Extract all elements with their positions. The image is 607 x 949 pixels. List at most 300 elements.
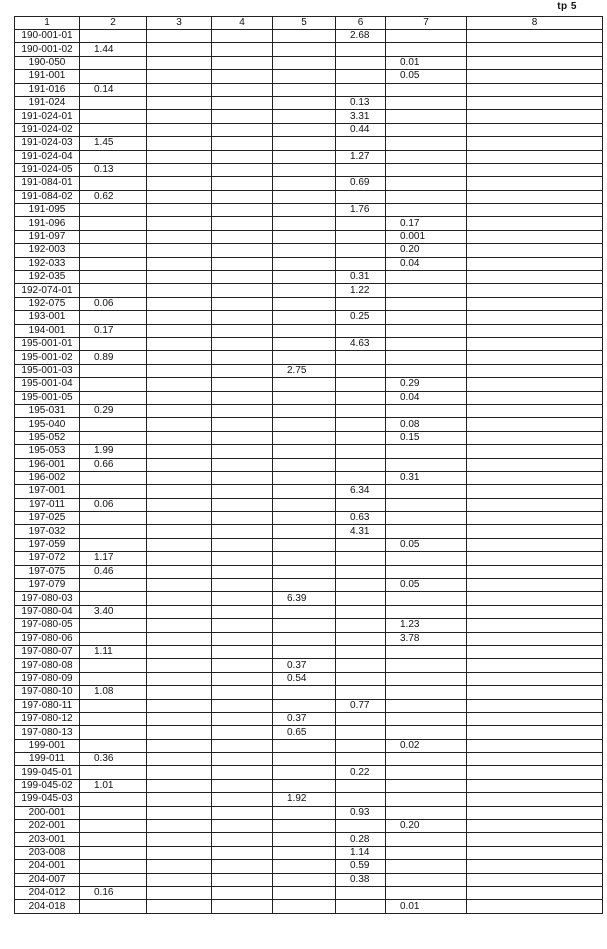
value-cell-col-7: 0.01 — [386, 56, 467, 69]
value-cell-col-7 — [386, 672, 467, 685]
value-cell-col-7 — [386, 324, 467, 337]
row-code-cell: 197-079 — [15, 579, 80, 592]
row-code-cell: 200-001 — [15, 806, 80, 819]
value-cell-col-3 — [147, 632, 212, 645]
value-cell-col-7 — [386, 873, 467, 886]
value-cell-col-5 — [273, 565, 336, 578]
value-cell-col-7 — [386, 793, 467, 806]
value-cell-col-7 — [386, 123, 467, 136]
table-row — [15, 284, 603, 297]
value-cell-col-6: 1.22 — [336, 284, 386, 297]
value-cell-col-2: 0.06 — [80, 498, 147, 511]
value-cell-col-4 — [212, 391, 273, 404]
value-cell-col-2 — [80, 538, 147, 551]
value-cell-col-2: 0.16 — [80, 887, 147, 900]
value-cell-col-6 — [336, 659, 386, 672]
row-code-cell: 191-095 — [15, 204, 80, 217]
value-cell-col-6: 0.13 — [336, 96, 386, 109]
value-cell-col-4 — [212, 190, 273, 203]
table-row — [15, 83, 603, 96]
row-code-cell: 191-001 — [15, 70, 80, 83]
value-cell-col-4 — [212, 337, 273, 350]
value-cell-col-5 — [273, 324, 336, 337]
table-row — [15, 30, 603, 43]
value-cell-col-4 — [212, 779, 273, 792]
row-code-cell: 197-080-12 — [15, 712, 80, 725]
value-cell-col-4 — [212, 297, 273, 310]
row-code-cell: 195-052 — [15, 431, 80, 444]
value-cell-col-6 — [336, 458, 386, 471]
value-cell-col-2 — [80, 900, 147, 913]
value-cell-col-3 — [147, 378, 212, 391]
value-cell-col-8 — [467, 498, 603, 511]
value-cell-col-6 — [336, 645, 386, 658]
value-cell-col-6: 0.28 — [336, 833, 386, 846]
value-cell-col-4 — [212, 645, 273, 658]
table-row — [15, 846, 603, 859]
value-cell-col-6 — [336, 887, 386, 900]
value-cell-col-6 — [336, 793, 386, 806]
row-code-cell: 190-001-02 — [15, 43, 80, 56]
value-cell-col-3 — [147, 150, 212, 163]
column-header: 7 — [386, 17, 467, 30]
row-code-cell: 204-012 — [15, 887, 80, 900]
value-cell-col-8 — [467, 351, 603, 364]
value-cell-col-5 — [273, 271, 336, 284]
value-cell-col-3 — [147, 846, 212, 859]
table-row — [15, 137, 603, 150]
column-header: 4 — [212, 17, 273, 30]
table-row — [15, 605, 603, 618]
value-cell-col-7: 0.05 — [386, 70, 467, 83]
value-cell-col-4 — [212, 605, 273, 618]
value-cell-col-6 — [336, 672, 386, 685]
value-cell-col-5 — [273, 699, 336, 712]
value-cell-col-8 — [467, 820, 603, 833]
value-cell-col-5: 0.65 — [273, 726, 336, 739]
value-cell-col-3 — [147, 619, 212, 632]
value-cell-col-3 — [147, 753, 212, 766]
table-row — [15, 204, 603, 217]
value-cell-col-5: 6.39 — [273, 592, 336, 605]
value-cell-col-5 — [273, 297, 336, 310]
table-row — [15, 230, 603, 243]
value-cell-col-5 — [273, 96, 336, 109]
value-cell-col-6: 1.27 — [336, 150, 386, 163]
value-cell-col-6: 3.31 — [336, 110, 386, 123]
value-cell-col-7 — [386, 351, 467, 364]
table-row — [15, 311, 603, 324]
value-cell-col-4 — [212, 873, 273, 886]
value-cell-col-2 — [80, 150, 147, 163]
value-cell-col-7 — [386, 806, 467, 819]
value-cell-col-7 — [386, 592, 467, 605]
value-cell-col-4 — [212, 56, 273, 69]
row-code-cell: 197-032 — [15, 525, 80, 538]
value-cell-col-2: 3.40 — [80, 605, 147, 618]
value-cell-col-5 — [273, 190, 336, 203]
value-cell-col-5 — [273, 284, 336, 297]
value-cell-col-7 — [386, 137, 467, 150]
value-cell-col-6 — [336, 592, 386, 605]
value-cell-col-7: 0.17 — [386, 217, 467, 230]
table-row — [15, 887, 603, 900]
value-cell-col-4 — [212, 311, 273, 324]
value-cell-col-7 — [386, 659, 467, 672]
value-cell-col-7 — [386, 337, 467, 350]
row-code-cell: 199-045-03 — [15, 793, 80, 806]
value-cell-col-5: 0.54 — [273, 672, 336, 685]
value-cell-col-7 — [386, 458, 467, 471]
value-cell-col-7 — [386, 43, 467, 56]
value-cell-col-7 — [386, 364, 467, 377]
value-cell-col-7 — [386, 163, 467, 176]
value-cell-col-5 — [273, 230, 336, 243]
value-cell-col-2 — [80, 579, 147, 592]
value-cell-col-8 — [467, 83, 603, 96]
value-cell-col-8 — [467, 43, 603, 56]
value-cell-col-8 — [467, 56, 603, 69]
value-cell-col-7: 0.08 — [386, 418, 467, 431]
value-cell-col-3 — [147, 391, 212, 404]
value-cell-col-5 — [273, 605, 336, 618]
table-row — [15, 324, 603, 337]
value-cell-col-6 — [336, 43, 386, 56]
value-cell-col-7 — [386, 686, 467, 699]
value-cell-col-2 — [80, 364, 147, 377]
value-cell-col-6: 0.77 — [336, 699, 386, 712]
table-row — [15, 445, 603, 458]
table-row — [15, 190, 603, 203]
value-cell-col-2 — [80, 378, 147, 391]
table-row — [15, 793, 603, 806]
value-cell-col-7 — [386, 150, 467, 163]
value-cell-col-8 — [467, 565, 603, 578]
value-cell-col-8 — [467, 753, 603, 766]
value-cell-col-5 — [273, 137, 336, 150]
value-cell-col-6 — [336, 565, 386, 578]
value-cell-col-5 — [273, 485, 336, 498]
table-row — [15, 873, 603, 886]
row-code-cell: 197-011 — [15, 498, 80, 511]
table-row — [15, 659, 603, 672]
value-cell-col-7 — [386, 83, 467, 96]
table-row — [15, 217, 603, 230]
value-cell-col-2 — [80, 418, 147, 431]
value-cell-col-2 — [80, 337, 147, 350]
value-cell-col-7 — [386, 271, 467, 284]
value-cell-col-6 — [336, 726, 386, 739]
row-code-cell: 199-001 — [15, 739, 80, 752]
row-code-cell: 195-001-02 — [15, 351, 80, 364]
value-cell-col-2: 0.89 — [80, 351, 147, 364]
value-cell-col-8 — [467, 779, 603, 792]
value-cell-col-5 — [273, 177, 336, 190]
value-cell-col-2 — [80, 619, 147, 632]
row-code-cell: 194-001 — [15, 324, 80, 337]
value-cell-col-3 — [147, 471, 212, 484]
row-code-cell: 197-025 — [15, 512, 80, 525]
row-code-cell: 192-075 — [15, 297, 80, 310]
value-cell-col-6 — [336, 70, 386, 83]
value-cell-col-3 — [147, 244, 212, 257]
value-cell-col-7 — [386, 525, 467, 538]
value-cell-col-3 — [147, 739, 212, 752]
value-cell-col-6 — [336, 364, 386, 377]
value-cell-col-4 — [212, 351, 273, 364]
value-cell-col-4 — [212, 525, 273, 538]
value-cell-col-3 — [147, 512, 212, 525]
value-cell-col-4 — [212, 230, 273, 243]
value-cell-col-4 — [212, 659, 273, 672]
value-cell-col-2: 1.44 — [80, 43, 147, 56]
value-cell-col-7 — [386, 297, 467, 310]
value-cell-col-5 — [273, 512, 336, 525]
value-cell-col-2 — [80, 391, 147, 404]
row-code-cell: 197-080-11 — [15, 699, 80, 712]
value-cell-col-4 — [212, 364, 273, 377]
column-header: 5 — [273, 17, 336, 30]
value-cell-col-2 — [80, 806, 147, 819]
value-cell-col-8 — [467, 605, 603, 618]
value-cell-col-4 — [212, 244, 273, 257]
value-cell-col-3 — [147, 552, 212, 565]
value-cell-col-2 — [80, 833, 147, 846]
value-cell-col-7: 0.20 — [386, 820, 467, 833]
value-cell-col-2 — [80, 471, 147, 484]
value-cell-col-3 — [147, 498, 212, 511]
value-cell-col-3 — [147, 686, 212, 699]
table-row — [15, 538, 603, 551]
row-code-cell: 195-053 — [15, 445, 80, 458]
value-cell-col-7 — [386, 699, 467, 712]
value-cell-col-7 — [386, 860, 467, 873]
value-cell-col-6: 6.34 — [336, 485, 386, 498]
value-cell-col-6 — [336, 404, 386, 417]
row-code-cell: 191-024-03 — [15, 137, 80, 150]
value-cell-col-5 — [273, 257, 336, 270]
value-cell-col-4 — [212, 458, 273, 471]
value-cell-col-4 — [212, 284, 273, 297]
value-cell-col-3 — [147, 699, 212, 712]
value-cell-col-3 — [147, 217, 212, 230]
table-row — [15, 96, 603, 109]
value-cell-col-6 — [336, 244, 386, 257]
value-cell-col-8 — [467, 739, 603, 752]
value-cell-col-6 — [336, 619, 386, 632]
value-cell-col-3 — [147, 177, 212, 190]
row-code-cell: 195-001-01 — [15, 337, 80, 350]
row-code-cell: 197-072 — [15, 552, 80, 565]
value-cell-col-2 — [80, 257, 147, 270]
value-cell-col-7 — [386, 30, 467, 43]
value-cell-col-4 — [212, 257, 273, 270]
value-cell-col-8 — [467, 579, 603, 592]
value-cell-col-5 — [273, 873, 336, 886]
row-code-cell: 199-045-01 — [15, 766, 80, 779]
value-cell-col-3 — [147, 83, 212, 96]
value-cell-col-7: 0.01 — [386, 900, 467, 913]
value-cell-col-4 — [212, 753, 273, 766]
value-cell-col-2 — [80, 820, 147, 833]
value-cell-col-2: 0.13 — [80, 163, 147, 176]
value-cell-col-2 — [80, 110, 147, 123]
value-cell-col-2 — [80, 860, 147, 873]
value-cell-col-8 — [467, 190, 603, 203]
value-cell-col-2: 0.29 — [80, 404, 147, 417]
table-row — [15, 565, 603, 578]
value-cell-col-6 — [336, 230, 386, 243]
value-cell-col-2 — [80, 512, 147, 525]
value-cell-col-8 — [467, 378, 603, 391]
value-cell-col-5 — [273, 458, 336, 471]
value-cell-col-6 — [336, 900, 386, 913]
value-cell-col-3 — [147, 485, 212, 498]
value-cell-col-2: 0.62 — [80, 190, 147, 203]
row-code-cell: 197-080-07 — [15, 645, 80, 658]
page-number: tp 5 — [557, 1, 577, 12]
value-cell-col-8 — [467, 271, 603, 284]
value-cell-col-3 — [147, 565, 212, 578]
value-cell-col-3 — [147, 726, 212, 739]
value-cell-col-4 — [212, 766, 273, 779]
value-cell-col-8 — [467, 297, 603, 310]
value-cell-col-8 — [467, 123, 603, 136]
value-cell-col-5 — [273, 123, 336, 136]
value-cell-col-8 — [467, 431, 603, 444]
row-code-cell: 197-080-10 — [15, 686, 80, 699]
value-cell-col-8 — [467, 391, 603, 404]
value-cell-col-2 — [80, 230, 147, 243]
value-cell-col-6 — [336, 779, 386, 792]
row-code-cell: 199-011 — [15, 753, 80, 766]
value-cell-col-2: 1.11 — [80, 645, 147, 658]
value-cell-col-8 — [467, 163, 603, 176]
value-cell-col-2 — [80, 846, 147, 859]
value-cell-col-7: 0.04 — [386, 391, 467, 404]
value-cell-col-6 — [336, 391, 386, 404]
value-cell-col-7 — [386, 204, 467, 217]
value-cell-col-7 — [386, 485, 467, 498]
value-cell-col-7 — [386, 753, 467, 766]
value-cell-col-5 — [273, 846, 336, 859]
value-cell-col-6 — [336, 83, 386, 96]
value-cell-col-5 — [273, 150, 336, 163]
value-cell-col-8 — [467, 110, 603, 123]
value-cell-col-2 — [80, 70, 147, 83]
row-code-cell: 191-024-04 — [15, 150, 80, 163]
value-cell-col-8 — [467, 418, 603, 431]
table-row — [15, 123, 603, 136]
row-code-cell: 197-075 — [15, 565, 80, 578]
value-cell-col-6 — [336, 257, 386, 270]
value-cell-col-5 — [273, 244, 336, 257]
value-cell-col-3 — [147, 766, 212, 779]
value-cell-col-6: 4.63 — [336, 337, 386, 350]
value-cell-col-5 — [273, 445, 336, 458]
value-cell-col-5 — [273, 806, 336, 819]
value-cell-col-8 — [467, 712, 603, 725]
value-cell-col-3 — [147, 96, 212, 109]
value-cell-col-6: 2.68 — [336, 30, 386, 43]
value-cell-col-6 — [336, 471, 386, 484]
value-cell-col-4 — [212, 619, 273, 632]
value-cell-col-3 — [147, 900, 212, 913]
value-cell-col-4 — [212, 592, 273, 605]
value-cell-col-3 — [147, 820, 212, 833]
value-cell-col-6: 0.22 — [336, 766, 386, 779]
table-row — [15, 712, 603, 725]
row-code-cell: 199-045-02 — [15, 779, 80, 792]
value-cell-col-5 — [273, 766, 336, 779]
row-code-cell: 191-024-01 — [15, 110, 80, 123]
value-cell-col-4 — [212, 726, 273, 739]
value-cell-col-4 — [212, 404, 273, 417]
value-cell-col-2 — [80, 873, 147, 886]
value-cell-col-6: 4.31 — [336, 525, 386, 538]
row-code-cell: 203-001 — [15, 833, 80, 846]
table-row — [15, 726, 603, 739]
value-cell-col-5: 1.92 — [273, 793, 336, 806]
value-cell-col-4 — [212, 177, 273, 190]
row-code-cell: 197-080-04 — [15, 605, 80, 618]
table-row — [15, 431, 603, 444]
value-cell-col-7 — [386, 779, 467, 792]
value-cell-col-3 — [147, 873, 212, 886]
value-cell-col-7: 0.29 — [386, 378, 467, 391]
row-code-cell: 195-001-04 — [15, 378, 80, 391]
value-cell-col-5 — [273, 56, 336, 69]
value-cell-col-7 — [386, 445, 467, 458]
value-cell-col-4 — [212, 820, 273, 833]
value-cell-col-7: 0.05 — [386, 538, 467, 551]
table-row — [15, 512, 603, 525]
value-cell-col-4 — [212, 324, 273, 337]
value-cell-col-3 — [147, 311, 212, 324]
value-cell-col-5 — [273, 645, 336, 658]
value-cell-col-5: 0.37 — [273, 659, 336, 672]
value-cell-col-3 — [147, 351, 212, 364]
value-cell-col-8 — [467, 458, 603, 471]
value-cell-col-4 — [212, 712, 273, 725]
value-cell-col-4 — [212, 887, 273, 900]
value-cell-col-5 — [273, 525, 336, 538]
value-cell-col-2 — [80, 217, 147, 230]
value-cell-col-4 — [212, 471, 273, 484]
value-cell-col-4 — [212, 418, 273, 431]
value-cell-col-7 — [386, 887, 467, 900]
table-row — [15, 70, 603, 83]
row-code-cell: 196-001 — [15, 458, 80, 471]
table-row — [15, 337, 603, 350]
value-cell-col-6 — [336, 538, 386, 551]
value-cell-col-3 — [147, 592, 212, 605]
value-cell-col-4 — [212, 163, 273, 176]
value-cell-col-5 — [273, 204, 336, 217]
value-cell-col-2 — [80, 712, 147, 725]
value-cell-col-8 — [467, 525, 603, 538]
value-cell-col-8 — [467, 699, 603, 712]
value-cell-col-7 — [386, 404, 467, 417]
value-cell-col-4 — [212, 565, 273, 578]
value-cell-col-5 — [273, 431, 336, 444]
value-cell-col-8 — [467, 177, 603, 190]
value-cell-col-6 — [336, 217, 386, 230]
value-cell-col-3 — [147, 404, 212, 417]
value-cell-col-8 — [467, 726, 603, 739]
table-row — [15, 56, 603, 69]
value-cell-col-8 — [467, 337, 603, 350]
